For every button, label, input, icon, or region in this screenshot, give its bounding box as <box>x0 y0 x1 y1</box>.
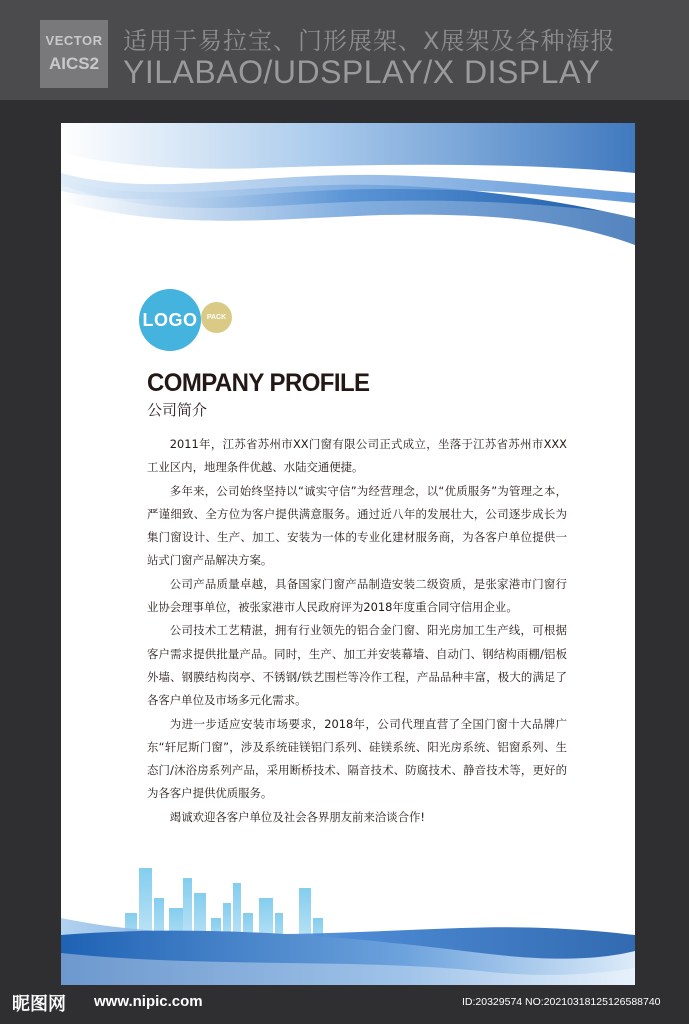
badge-line-2: AICS2 <box>48 54 100 73</box>
banner-title-en: YILABAO/UDSPLAY/X DISPLAY <box>123 54 601 90</box>
badge-line-1: VECTOR <box>45 33 103 48</box>
logo-circle: LOGO <box>139 289 201 351</box>
image-id-text: ID:20329574 NO:20210318125126588740 <box>462 996 661 1008</box>
site-url[interactable]: www.nipic.com <box>94 993 203 1010</box>
paragraph-6: 竭诚欢迎各客户单位及社会各界朋友前来洽谈合作! <box>169 809 425 824</box>
poster <box>61 123 635 985</box>
vector-badge <box>40 20 108 88</box>
heading-company-profile-cn: 公司简介 <box>147 401 208 419</box>
site-logo: 昵图网 <box>12 994 66 1015</box>
paragraph-4: 公司技术工艺精湛，拥有行业领先的铝合金门窗、阳光房加工生产线，可根据客户需求提供批量产品。同时，生产、加工并安装幕墙、自动门、钢结构雨棚/铝板外墙、钢膜结构岗亭、不锈钢/铁艺围栏等冷作工程，产品品种丰富，极大的满足了各客户单位及市场多元化需求。 <box>147 623 567 708</box>
top-banner <box>0 0 689 100</box>
heading-company-profile: COMPANY PROFILE <box>147 369 370 397</box>
paragraph-2: 多年来，公司始终坚持以“诚实守信”为经营理念，以“优质服务”为管理之本，严谨细致、全方位为客户提供满意服务。通过近八年的发展壮大，公司逐步成长为集门窗设计、生产、加工、安装为一体的专业化建材服务商，为各客户单位提供一站式门窗产品解决方案。 <box>147 483 567 568</box>
paragraph-1: 2011年，江苏省苏州市XX门窗有限公司正式成立，坐落于江苏省苏州市XXX工业区内，地理条件优越、水陆交通便捷。 <box>147 437 567 475</box>
pack-circle: PACK <box>201 302 232 333</box>
profile-body <box>147 433 567 829</box>
banner-title-cn: 适用于易拉宝、门形展架、X展架及各种海报 <box>123 27 616 55</box>
paragraph-5: 为进一步适应安装市场要求，2018年，公司代理直营了全国门窗十大品牌广东“轩尼斯门窗”，涉及系统硅镁铝门系列、硅镁系统、阳光房系统、铝窗系列、生态门/沐浴房系列产品，采用断桥技术、隔音技术、防腐技术、静音技术等，更好的为各客户提供优质服务。 <box>147 716 567 801</box>
paragraph-3: 公司产品质量卓越，具备国家门窗产品制造安装二级资质，是张家港市门窗行业协会理事单位，被张家港市人民政府评为2018年度重合同守信用企业。 <box>147 576 567 615</box>
